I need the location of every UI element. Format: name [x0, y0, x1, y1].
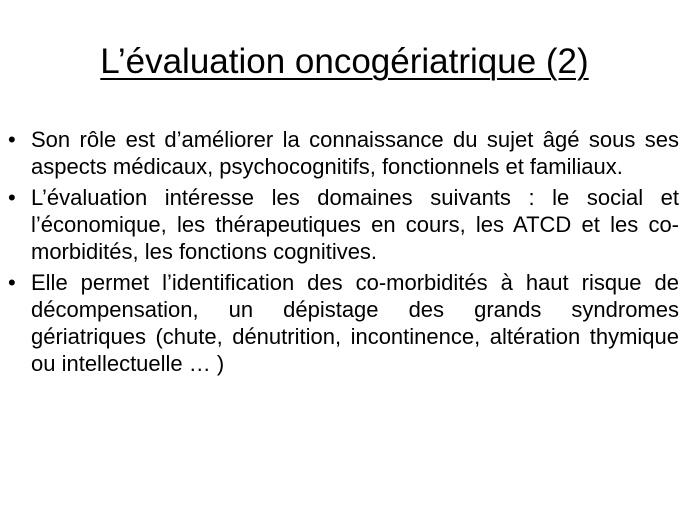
bullet-text: L’évaluation intéresse les domaines suivants : le social et l’économique, les thérapeutiques en cours, les ATCD et les co-morbidités, les fonctions cognitives.	[31, 185, 679, 264]
bullet-item-role	[0, 126, 689, 180]
bullet-item-domains	[0, 184, 689, 265]
bullet-list	[0, 126, 689, 381]
bullet-item-identification	[0, 269, 689, 377]
bullet-text: Elle permet l’identification des co-morbidités à haut risque de décompensation, un dépistage des grands syndromes gériatriques (chute, dénutrition, incontinence, altération thymique ou intellectuelle … )	[31, 270, 679, 376]
slide-title: L’évaluation oncogériatrique (2)	[100, 42, 589, 81]
bullet-icon: •	[8, 185, 16, 210]
bullet-text: Son rôle est d’améliorer la connaissance du sujet âgé sous ses aspects médicaux, psychocognitifs, fonctionnels et familiaux.	[31, 127, 679, 179]
bullet-icon: •	[8, 270, 16, 295]
bullet-icon: •	[8, 127, 16, 152]
